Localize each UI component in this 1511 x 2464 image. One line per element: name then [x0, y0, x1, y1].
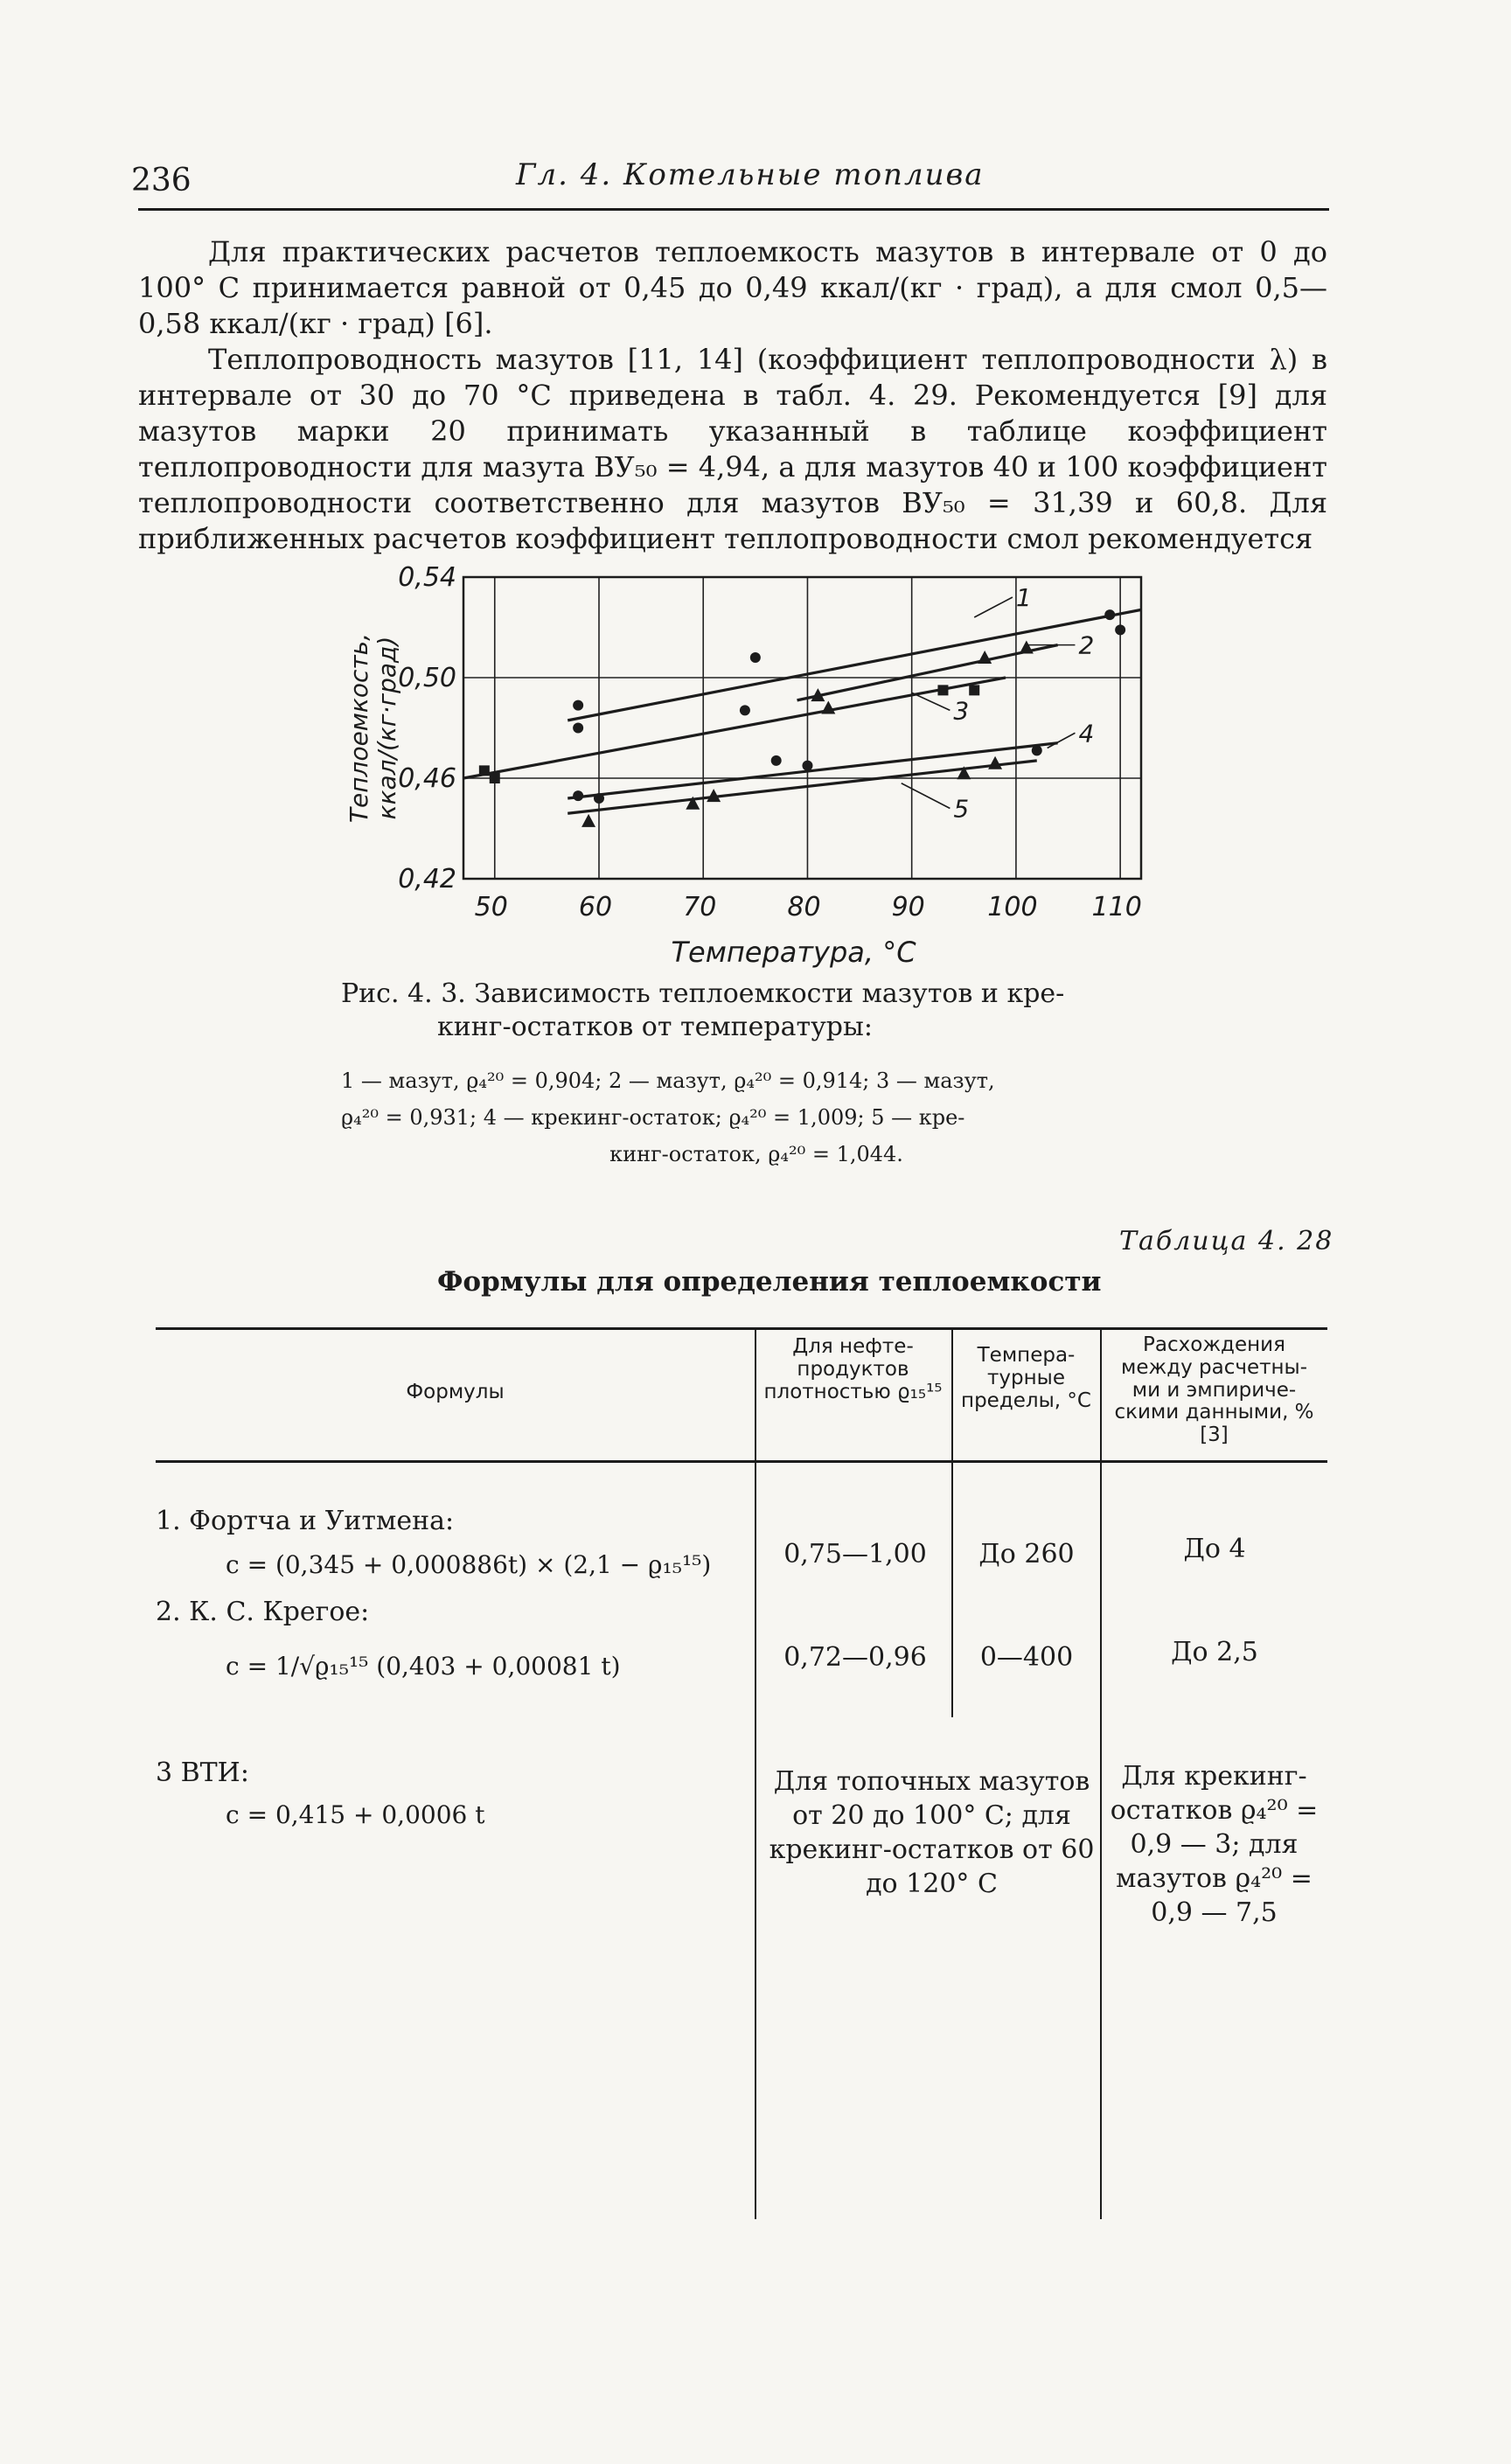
series-2-label: 2: [1078, 630, 1095, 660]
y-tick-label: 0,46: [398, 763, 456, 794]
x-tick-label: 90: [891, 892, 925, 922]
series-4-point: [1032, 745, 1042, 755]
row1-name: 1. Фортча и Уитмена:: [156, 1506, 455, 1536]
series-4-point: [573, 790, 583, 801]
series-5-point: [581, 814, 595, 827]
series-5-label: 5: [953, 794, 970, 824]
row1-temperature: До 260: [978, 1539, 1075, 1570]
series-1-point: [750, 652, 761, 663]
header-density: Для нефте-продуктов плотностью ϱ₁₅¹⁵: [763, 1335, 943, 1403]
series-3-point: [479, 765, 490, 776]
series-2-point: [1020, 641, 1034, 654]
series-3-point: [969, 685, 979, 695]
series-1-point: [573, 723, 583, 734]
series-1-point: [1104, 609, 1115, 620]
series-3-line: [463, 678, 1006, 778]
table-top-rule: [156, 1327, 1327, 1330]
legend-line-1: 1 — мазут, ϱ₄²⁰ = 0,904; 2 — мазут, ϱ₄²⁰ = 0,914; 3 — мазут,: [341, 1068, 995, 1093]
x-tick-label: 110: [1091, 892, 1142, 922]
series-4-line: [567, 743, 1057, 798]
row2-density: 0,72—0,96: [783, 1642, 927, 1673]
y-axis-label: Теплоемкость,ккал/(кг·град): [345, 632, 401, 824]
y-tick-label: 0,42: [398, 864, 456, 894]
row2-formula: c = 1/√ϱ₁₅¹⁵ (0,403 + 0,00081 t): [226, 1652, 621, 1681]
series-4-label: 4: [1078, 719, 1095, 748]
y-tick-label: 0,54: [398, 562, 456, 593]
series-4-point: [740, 705, 750, 715]
series-3-point: [937, 685, 948, 695]
series-3-point: [490, 773, 500, 783]
series-5-point: [988, 756, 1002, 769]
chart-svg: [315, 560, 1189, 971]
series-4-point: [1115, 624, 1125, 635]
x-tick-label: 80: [787, 892, 821, 922]
row3-formula: c = 0,415 + 0,0006 t: [226, 1800, 485, 1829]
series-1-point: [573, 700, 583, 711]
row3-discrepancy: Для крекинг-остатков ϱ₄²⁰ = 0,9 — 3; для мазутов ϱ₄²⁰ = 0,9 — 7,5: [1110, 1761, 1319, 1928]
series-5-leader: [902, 783, 950, 809]
paragraph-1: Для практических расчетов теплоемкость мазутов в интервале от 0 до 100° С принимается равной от 0,45 до 0,49 ккал/(кг · град), а для смол 0,5—0,58 ккал/(кг · град) [6].: [138, 235, 1327, 340]
header-formulas: Формулы: [406, 1381, 505, 1403]
plot-frame: [463, 577, 1141, 879]
figure-legend: [341, 1062, 1172, 1173]
series-4-leader: [1048, 733, 1076, 748]
legend-line-2: ϱ₄²⁰ = 0,931; 4 — крекинг-остаток; ϱ₄²⁰ = 1,009; 5 — кре-: [341, 1105, 965, 1130]
caption-line-1: Рис. 4. 3. Зависимость теплоемкости мазутов и кре-: [341, 978, 1065, 1009]
y-tick-label: 0,50: [398, 663, 456, 693]
paragraph-2: Теплопроводность мазутов [11, 14] (коэффициент теплопроводности λ) в интервале от 30 до 70 °С приведена в табл. 4. 29. Рекомендуется [9] для мазутов марки 20 принимать указанный в таблице коэффициент теплопроводности для мазута ВУ₅₀ = 4,94, а для мазутов 40 и 100 коэффициент теплопроводности соответственно для мазутов ВУ₅₀ = 31,39 и 60,8. Для приближенных расчетов коэффициент теплопроводности смол рекомендуется: [138, 342, 1327, 555]
series-4-point: [594, 793, 604, 804]
series-4-point: [771, 755, 782, 766]
table-col-divider-3: [1100, 1327, 1102, 2219]
series-4-point: [802, 761, 812, 771]
table-label: Таблица 4. 28: [1119, 1226, 1334, 1256]
row1-discrepancy: До 4: [1183, 1534, 1246, 1564]
legend-line-3: кинг-остаток, ϱ₄²⁰ = 1,044.: [609, 1142, 903, 1166]
x-axis-label: Температура, °С: [671, 936, 916, 969]
row1-density: 0,75—1,00: [783, 1539, 927, 1570]
row2-discrepancy: До 2,5: [1171, 1637, 1258, 1667]
table-header-rule: [156, 1460, 1327, 1463]
table-title: Формулы для определения теплоемкости: [437, 1266, 1102, 1298]
series-2-point: [978, 651, 992, 664]
row2-temperature: 0—400: [979, 1642, 1074, 1673]
series-1-line: [567, 609, 1141, 720]
row1-formula: c = (0,345 + 0,000886t) × (2,1 − ϱ₁₅¹⁵): [226, 1550, 712, 1579]
x-tick-label: 70: [683, 892, 717, 922]
header-discrepancy: Расхождения между расчетны-ми и эмпириче-скими данными, % [3]: [1114, 1333, 1314, 1446]
series-3-label: 3: [953, 696, 970, 726]
caption-line-2: кинг-остатков от температуры:: [437, 1011, 873, 1042]
row3-name: 3 ВТИ:: [156, 1758, 249, 1788]
page-number: 236: [131, 163, 191, 198]
body-text: [138, 234, 1327, 557]
formula-table: [156, 1327, 1327, 2464]
series-1-label: 1: [1015, 583, 1032, 612]
running-title: Гл. 4. Котельные топлива: [516, 157, 985, 192]
row3-density-temperature: Для топочных мазутов от 20 до 100° С; для крекинг-остатков от 60 до 120° С: [769, 1766, 1095, 1899]
figure-caption: [341, 978, 1172, 1043]
series-1-leader: [974, 597, 1013, 617]
x-tick-label: 100: [987, 892, 1038, 922]
x-tick-label: 50: [474, 892, 508, 922]
row2-name: 2. К. С. Крегое:: [156, 1597, 370, 1627]
x-tick-label: 60: [578, 892, 613, 922]
figure-chart: [315, 560, 1189, 971]
header-rule: [138, 208, 1329, 211]
header-temperature: Темпера-турные пределы, °С: [961, 1344, 1091, 1412]
table-col-divider-1: [755, 1327, 756, 2219]
